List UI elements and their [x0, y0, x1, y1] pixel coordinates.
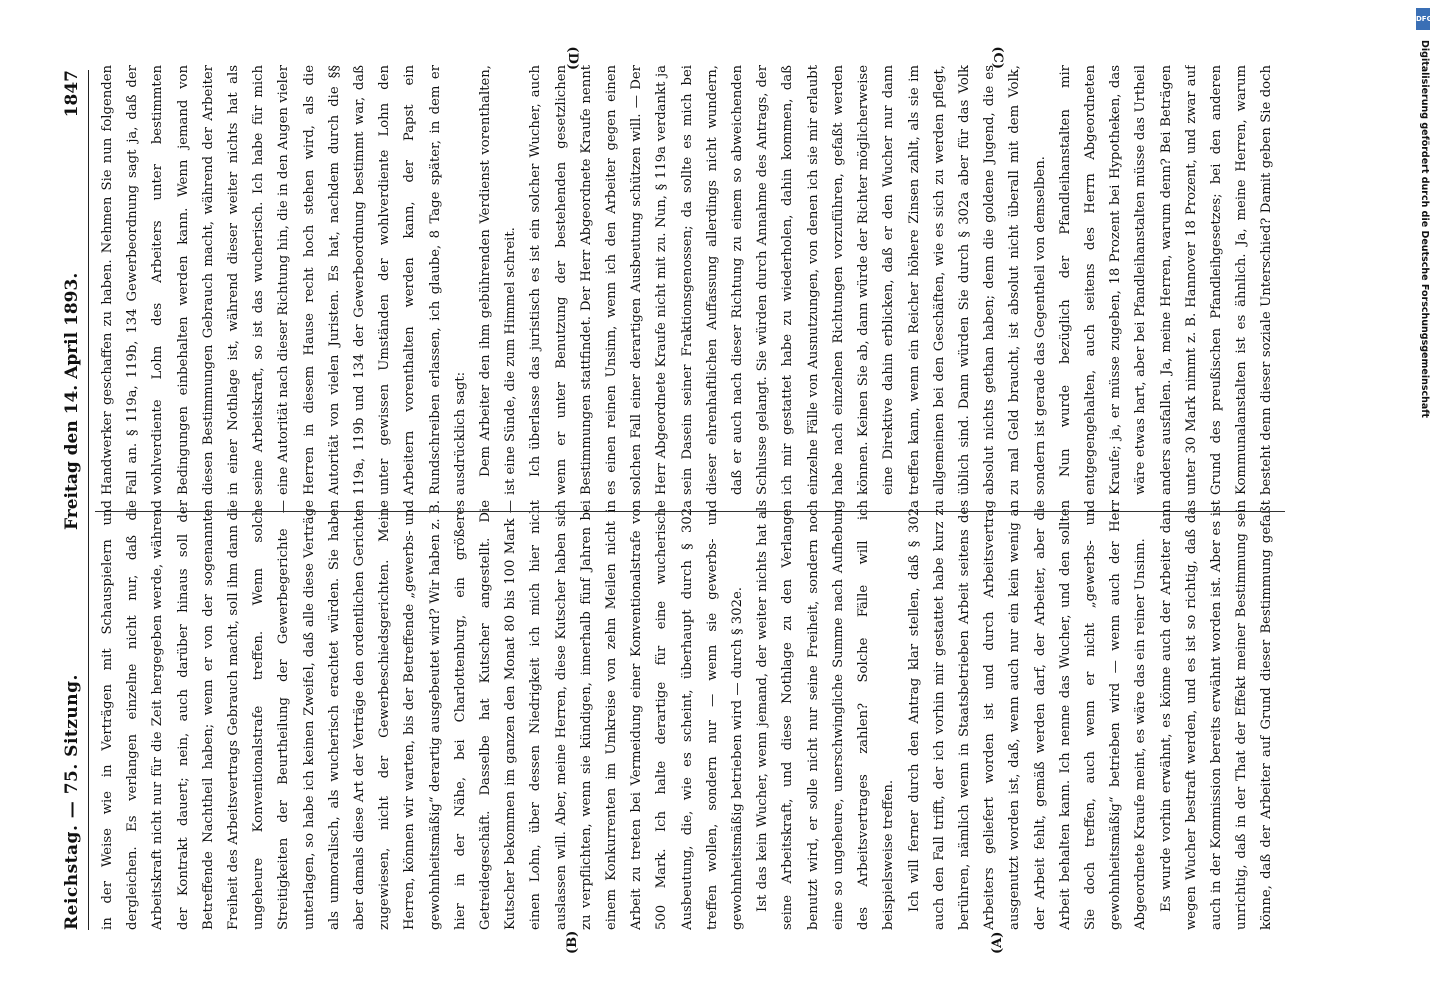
paragraph: Ist das kein Wucher, wenn jemand, der weiter nichts hat als seine Arbeitskraft, und diese Nothlage zu den Verlangen benutzt wird, er solle nicht nur seine Freiheit, sondern noch eine so ungeheure, unerschwingliche Summe nach Aufhebung des Arbeitsvertrages zahlen? Solche Fälle will ich beispielsweise treffen.	[755, 500, 897, 930]
dfg-logo: DFG	[1416, 8, 1430, 30]
text-column-right	[95, 65, 1285, 495]
paragraph: Ich überlasse das juristisch es ist ein solcher Wucher, auch wenn er unter Benutzung der bestehenden gesetzlichen Bestimmungen stattfindet. Der Herr Abgeordnete Kraufe nennt es einen reinen Unsinn, wenn ich den Arbeiter gegen einen solchen Fall einer derartigen Ausbeutung schützen will. — Der Herr Abgeordnete Kraufe nicht mit zu. Nun, § 119a verdankt ja sein Dasein seiner Fraktionsgenossen; da sollte es mich bei dieser ehrenhaftlichen Auffassung allerdings nicht wundern, daß er auch nach dieser Richtung zu einem so abweichenden Schlusse gelangt. Sie würden durch Annahme des Antrags, der ich mir gestattet habe zu wiederholen, dahin kommen, daß einzelne Fälle von Ausnutzungen, von denen ich sie mir erlaubt habe nach einzelnen Richtungen vorzuführen, gefaßt werden können. Keinen Sie ab, dann würde der Richter möglicherweise eine Direktive dahin erblicken, daß er den Wucher nur dann treffen kann, wenn ein Reicher höhere Zinsen zahlt, als sie im allgemeinen bei den Geschäften, wie es sich zu werden pflegt, üblich sind. Dann würden Sie durch § 302a aber für das Volk absolut nichts gethan haben; denn die goldene Jugend, die es zu mal Geld braucht, ist absolut nicht überall mit dem Volk, sondern ist gerade das Gegentheil von demselben.	[528, 65, 1048, 495]
column-divider	[95, 511, 1285, 512]
header-rule	[88, 70, 89, 930]
paragraph: Ich will ferner durch den Antrag klar stellen, daß § 302a auch den Fall trifft, der ich vorhin mir gestattet habe kurz zu berühren, nämlich wenn in Staatsbetrieben Arbeit seitens des Arbeiters geliefert worden ist und durch Arbeitsvertrag ausgenutzt worden ist, daß, wenn auch nur ein kein wenig an der Arbeit fehlt, gemäß werden darf, der Arbeiter, aber die Arbeit behalten kann. Ich nenne das Wucher, und den sollten Sie doch treffen, auch wenn er nicht „gewerbs- und gewohnheitsmäßig“ betrieben wird — wenn auch der Herr Abgeordnete Kraufe meint, es wäre das ein reiner Unsinn.	[906, 500, 1149, 930]
quote-paragraph: Dem Arbeiter den ihm gebührenden Verdienst vorenthalten, ist eine Sünde, die zum Himmel schreit.	[478, 65, 519, 495]
paragraph: in der Weise wie in Verträgen mit Schauspielern und dergleichen. Es verlangen einzelne nicht nur, daß die Arbeitskraft nicht nur für die Zeit hergegeben werde, während der Kontrakt dauert; nein, auch darüber hinaus soll der Betreffende Nachtheil haben; wenn er von der sogenannten Freiheit des Arbeitsvertrags Gebrauch macht, soll ihm dann die ungeheure Konventionalstrafe treffen. Wenn solche Streitigkeiten der Beurtheilung der Gewerbegerichte — unterlagen, so habe ich keinen Zweifel, daß alle diese Verträge als unmoralisch, als wucherisch erachtet würden. Sie haben aber damals diese Art der Verträge den ordentlichen Gerichten zugewiesen, nicht der Gewerbeschiedsgerichten. Meine Herren, können wir warten, bis der Betreffende „gewerbs- und gewohnheitsmäßig“ derartig ausgebeutet wird? Wir haben z. B. hier in der Nähe, bei Charlottenburg, ein größeres Getreidegeschäft. Dasselbe hat Kutscher angestellt. Die Kutscher bekommen im ganzen den Monat 80 bis 100 Mark — einen Lohn, über dessen Niedrigkeit ich mich hier nicht auslassen will. Aber, meine Herren, diese Kutscher haben sich zu verpflichten, wenn sie kündigen, innerhalb fünf Jahren bei einem Konkurrenten im Umkreise von zehn Meilen nicht in Arbeit zu treten bei Vermeidung einer Konventionalstrafe von 500 Mark. Ich halte derartige für eine wucherische Ausbeutung, die, wie es scheint, überhaupt durch § 302a treffen wollen, sondern nur — wenn sie gewerbs- und gewohnheitsmäßig betrieben wird — durch § 302e.	[100, 500, 746, 930]
digitization-note: Digitalisierung gefördert durch die Deutsche Forschungsgemeinschaft	[1419, 40, 1430, 418]
text-column-left	[95, 500, 1285, 930]
paragraph: Handwerker geschaffen zu haben. Nehmen Sie nun folgenden Fall an. § 119a, 119b, 134 Gewerbeordnung sagt ja, daß der wohlverdiente Lohn des Arbeiters unter bestimmten Bedingungen einbehalten werden kann. Wenn jemand von diesen Bestimmungen Gebrauch macht, während der Arbeiter in einer Nothlage ist, während dieser weiter nichts hat als seine Arbeitskraft, so ist das wucherisch. Ich habe für mich eine Autorität nach dieser Richtung hin, die in den Augen vieler Herren in diesem Hause recht hoch stehen wird, als die Autorität von vielen Juristen. Es hat, nachdem durch die §§ 119a, 119b und 134 der Gewerbeordnung bestimmt war, daß unter gewissen Umständen der wohlverdiente Lohn den Arbeitern vorenthalten werden kann, der Papst ein Rundschreiben erlassen, ich glaube, 8 Tage später, in dem er ausdrücklich sagt:	[100, 65, 468, 495]
paragraph: Nun wurde bezüglich der Pfandleihanstalten mir entgegengehalten, auch seitens des Herrn Abgeordneten Kraufe; ja, er müsse zugeben, 18 Prozent bei Hypotheken, das wäre etwas hart, aber bei Pfandleihanstalten müsse das Urtheil anders ausfallen. Ja, meine Herren, warum denn? Bei Beträgen unter 30 Mark nimmt z. B. Hannover 18 Prozent, und zwar auf Grund des preußischen Pfandleihgesetzes; bei den anderen Kommunalanstalten ist es ähnlich. Ja, meine Herren, warum besteht denn dieser soziale Unterschied? Damit geben Sie doch	[1057, 65, 1275, 495]
margin-marker-c: (C)	[990, 46, 1005, 69]
page-header	[62, 0, 86, 1000]
header-page-number: 1847	[62, 70, 82, 118]
margin-marker-b: (B)	[565, 930, 580, 954]
header-date: Freitag den 14. April 1893.	[62, 272, 82, 530]
margin-marker-a: (A)	[990, 931, 1005, 954]
header-session: Reichstag. — 75. Sitzung.	[62, 674, 82, 930]
paragraph: Es wurde vorhin erwähnt, es könne auch der Arbeiter dann wegen Wucher bestraft werden, und es ist so richtig, daß das auch in der Kommission bereits erwähnt worden ist. Aber es ist unrichtig, daß in der That der Effekt meiner Bestimmung sein könne, daß der Arbeiter auf Grund dieser Bestimmung gefaßt	[1158, 500, 1275, 930]
margin-marker-d: (D)	[565, 46, 580, 70]
